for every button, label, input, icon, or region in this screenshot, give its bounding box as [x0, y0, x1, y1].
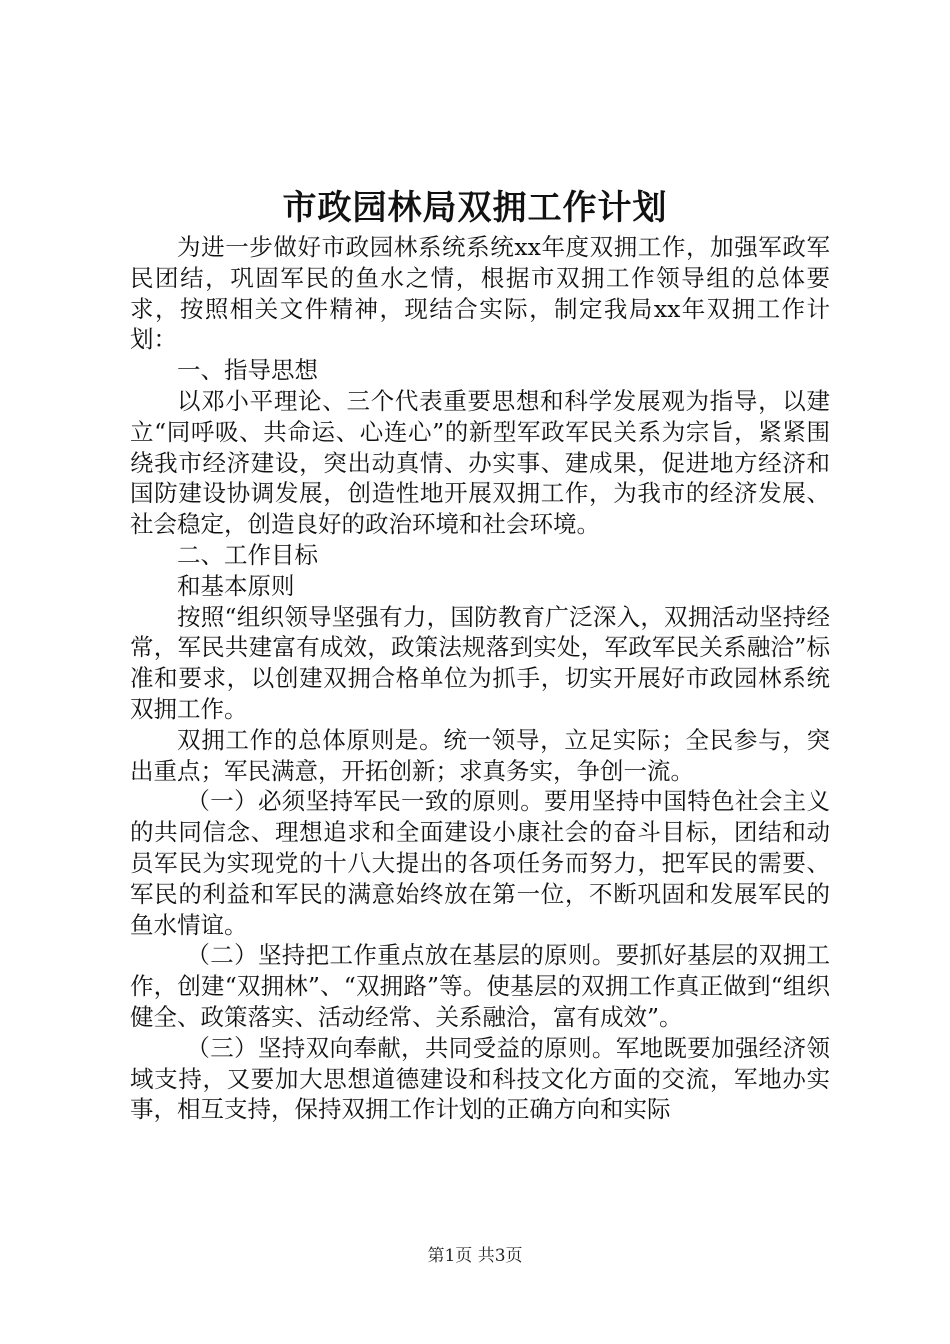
document-body [130, 232, 830, 1125]
heading-work-goals: 二、工作目标 [177, 540, 318, 569]
paragraph-standards: 按照“组织领导坚强有力，国防教育广泛深入，双拥活动坚持经常，军民共建富有成效，政策法规落到实处，军政军民关系融洽”标准和要求，以创建双拥合格单位为抓手，切实开展好市政园林系统双拥工作。 [130, 602, 830, 723]
page-number-footer: 第1页 共3页 [427, 1246, 523, 1266]
paragraph-principle-2: （二）坚持把工作重点放在基层的原则。要抓好基层的双拥工作，创建“双拥林”、“双拥路”等。使基层的双拥工作真正做到“组织健全、政策落实、活动经常、关系融洽，富有成效”。 [130, 941, 830, 1031]
paragraph-overall-principle: 双拥工作的总体原则是。统一领导，立足实际；全民参与，突出重点；军民满意，开拓创新；求真务实，争创一流。 [130, 725, 830, 785]
paragraph-intro: 为进一步做好市政园林系统系统xx年度双拥工作，加强军政军民团结，巩固军民的鱼水之情，根据市双拥工作领导组的总体要求，按照相关文件精神，现结合实际，制定我局xx年双拥工作计划： [130, 233, 830, 354]
document-title: 市政园林局双拥工作计划 [282, 188, 668, 228]
paragraph-principle-3: （三）坚持双向奉献，共同受益的原则。军地既要加强经济领域支持，又要加大思想道德建设和科技文化方面的交流，军地办实事，相互支持，保持双拥工作计划的正确方向和实际 [130, 1033, 830, 1124]
paragraph-principle-1: （一）必须坚持军民一致的原则。要用坚持中国特色社会主义的共同信念、理想追求和全面建设小康社会的奋斗目标，团结和动员军民为实现党的十八大提出的各项任务而努力，把军民的需要、军民的利益和军民的满意始终放在第一位，不断巩固和发展军民的鱼水情谊。 [130, 787, 830, 939]
heading-guiding-ideology: 一、指导思想 [177, 356, 318, 385]
paragraph-guiding-ideology: 以邓小平理论、三个代表重要思想和科学发展观为指导，以建立“同呼吸、共命运、心连心”的新型军政军民关系为宗旨，紧紧围绕我市经济建设，突出动真情、办实事、建成果，促进地方经济和国防建设协调发展，创造性地开展双拥工作，为我市的经济发展、社会稳定，创造良好的政治环境和社会环境。 [130, 386, 830, 539]
heading-basic-principles: 和基本原则 [177, 571, 295, 600]
